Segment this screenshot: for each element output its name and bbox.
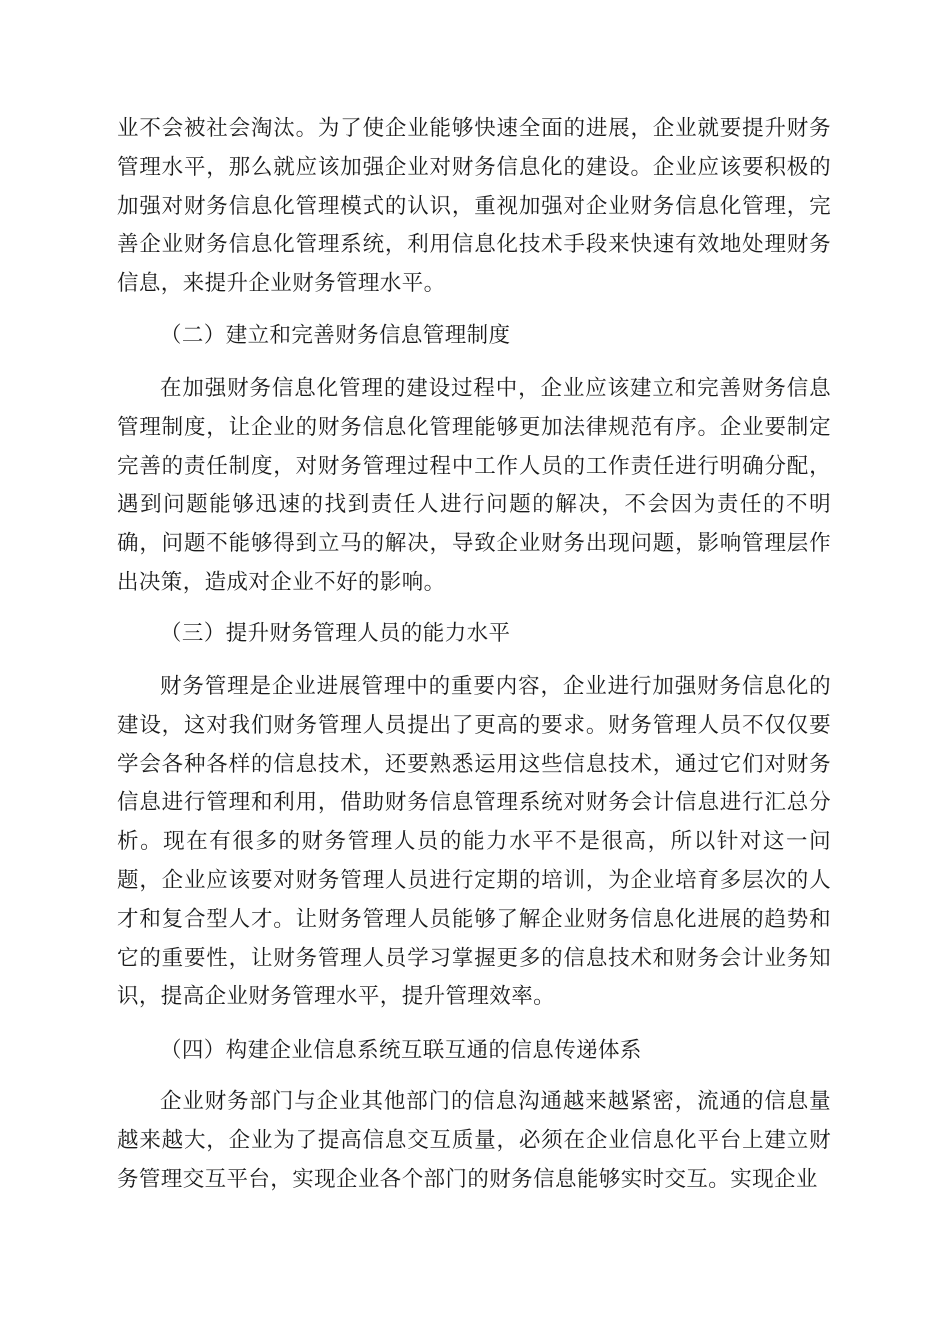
paragraph-4: 企业财务部门与企业其他部门的信息沟通越来越紧密，流通的信息量越来越大，企业为了提高信息交互质量，必须在企业信息化平台上建立财务管理交互平台，实现企业各个部门的财务信息能够实时交互。实现企业 — [117, 1089, 831, 1192]
section-heading-3: （三）提升财务管理人员的能力水平 — [160, 621, 511, 646]
section-heading-4: （四）构建企业信息系统互联互通的信息传递体系 — [160, 1038, 642, 1063]
paragraph-continuation: 业不会被社会淘汰。为了使企业能够快速全面的进展，企业就要提升财务管理水平，那么就应该加强企业对财务信息化的建设。企业应该要积极的加强对财务信息化管理模式的认识，重视加强对企业财务信息化管理，完善企业财务信息化管理系统，利用信息化技术手段来快速有效地处理财务信息，来提升企业财务管理水平。 — [117, 116, 831, 297]
paragraph-2: 在加强财务信息化管理的建设过程中，企业应该建立和完善财务信息管理制度，让企业的财务信息化管理能够更加法律规范有序。企业要制定完善的责任制度，对财务管理过程中工作人员的工作责任进行明确分配，遇到问题能够迅速的找到责任人进行问题的解决，不会因为责任的不明确，问题不能够得到立马的解决，导致企业财务出现问题，影响管理层作出决策，造成对企业不好的影响。 — [117, 376, 831, 595]
paragraph-3: 财务管理是企业进展管理中的重要内容，企业进行加强财务信息化的建设，这对我们财务管理人员提出了更高的要求。财务管理人员不仅仅要学会各种各样的信息技术，还要熟悉运用这些信息技术，通过它们对财务信息进行管理和利用，借助财务信息管理系统对财务会计信息进行汇总分析。现在有很多的财务管理人员的能力水平不是很高，所以针对这一问题，企业应该要对财务管理人员进行定期的培训，为企业培育多层次的人才和复合型人才。让财务管理人员能够了解企业财务信息化进展的趋势和它的重要性，让财务管理人员学习掌握更多的信息技术和财务会计业务知识，提高企业财务管理水平，提升管理效率。 — [117, 674, 831, 1010]
section-heading-2: （二）建立和完善财务信息管理制度 — [160, 323, 511, 348]
